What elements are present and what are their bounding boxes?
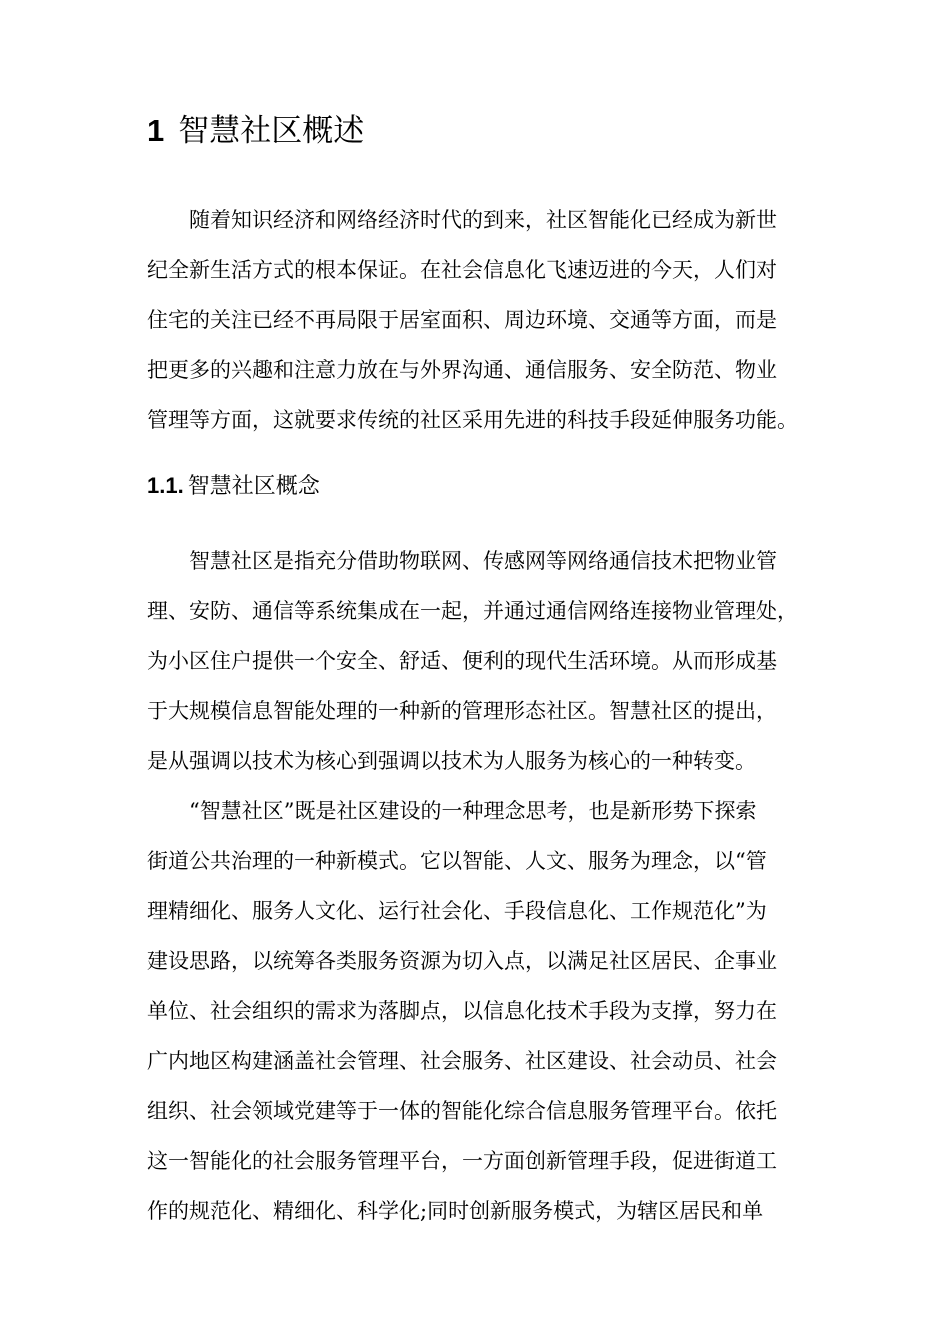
section-number: 1.1.	[147, 473, 184, 498]
paragraph-line: 建设思路，以统筹各类服务资源为切入点，以满足社区居民、企事业	[147, 949, 777, 973]
paragraph-line: 管理等方面，这就要求传统的社区采用先进的科技手段延伸服务功能。	[147, 408, 798, 432]
paragraph-line: 组织、社会领域党建等于一体的智能化综合信息服务管理平台。依托	[147, 1099, 777, 1123]
paragraph-line: 智慧社区是指充分借助物联网、传感网等网络通信技术把物业管	[189, 549, 777, 573]
paragraph-line: 街道公共治理的一种新模式。它以智能、人文、服务为理念，以“管	[147, 849, 767, 873]
paragraph-line: 于大规模信息智能处理的一种新的管理形态社区。智慧社区的提出，	[147, 699, 777, 723]
paragraph-line: 纪全新生活方式的根本保证。在社会信息化飞速迈进的今天，人们对	[147, 258, 777, 282]
paragraph-line: “智慧社区”既是社区建设的一种理念思考，也是新形势下探索	[189, 799, 757, 823]
paragraph-line: 理、安防、通信等系统集成在一起，并通过通信网络连接物业管理处，	[147, 599, 798, 623]
chapter-number: 1	[147, 113, 165, 148]
paragraph-line: 单位、社会组织的需求为落脚点，以信息化技术手段为支撑，努力在	[147, 999, 777, 1023]
paragraph-line: 是从强调以技术为核心到强调以技术为人服务为核心的一种转变。	[147, 749, 756, 773]
chapter-title: 智慧社区概述	[178, 113, 365, 149]
paragraph-line: 广内地区构建涵盖社会管理、社会服务、社区建设、社会动员、社会	[147, 1049, 777, 1073]
paragraph-line: 随着知识经济和网络经济时代的到来，社区智能化已经成为新世	[189, 208, 777, 232]
chapter-heading	[147, 105, 364, 157]
paragraph-line: 为小区住户提供一个安全、舒适、便利的现代生活环境。从而形成基	[147, 649, 777, 673]
paragraph-line: 住宅的关注已经不再局限于居室面积、周边环境、交通等方面，而是	[147, 308, 777, 332]
section-title: 智慧社区概念	[187, 474, 320, 499]
paragraph-line: 作的规范化、精细化、科学化;同时创新服务模式，为辖区居民和单	[147, 1199, 764, 1223]
section-heading	[147, 466, 320, 507]
paragraph-line: 理精细化、服务人文化、运行社会化、手段信息化、工作规范化”为	[147, 899, 767, 923]
paragraph-line: 这一智能化的社会服务管理平台，一方面创新管理手段，促进街道工	[147, 1149, 777, 1173]
paragraph-line: 把更多的兴趣和注意力放在与外界沟通、通信服务、安全防范、物业	[147, 358, 777, 382]
